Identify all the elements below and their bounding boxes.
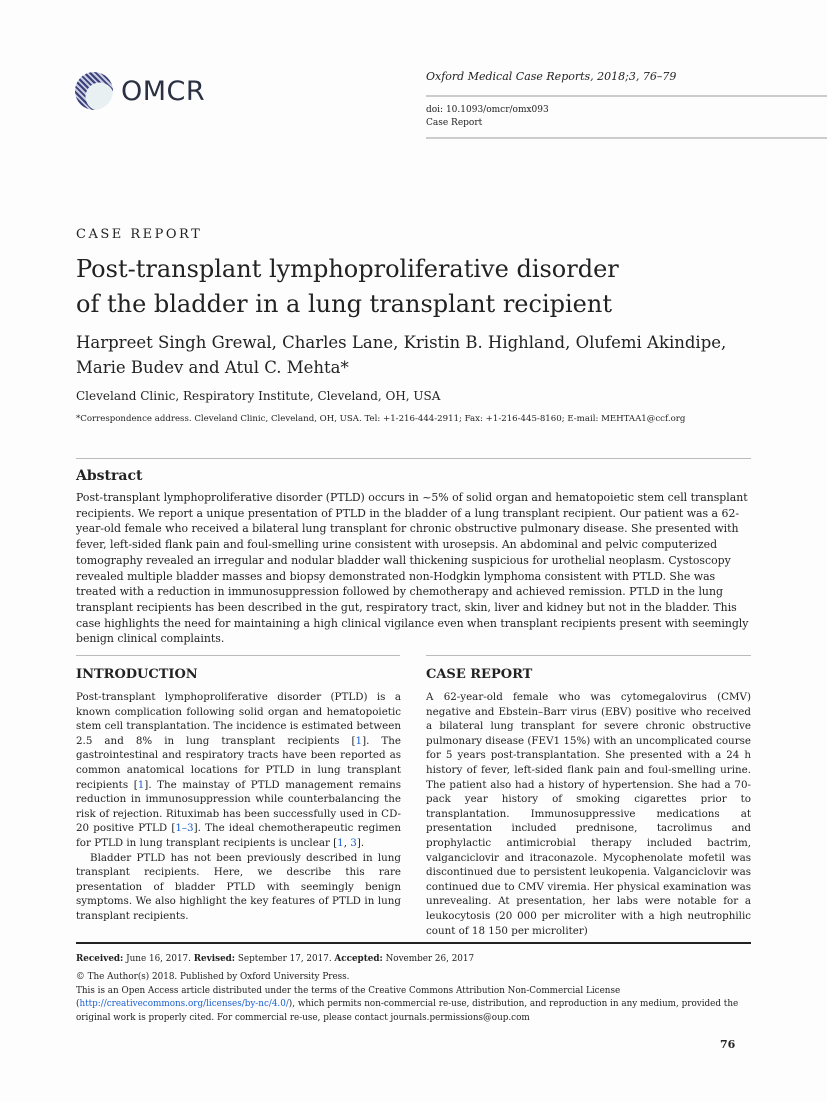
citation-link[interactable]: 1 <box>337 836 344 849</box>
page-number: 76 <box>720 1038 736 1051</box>
citation-link[interactable]: 1 <box>137 778 145 791</box>
affiliation: Cleveland Clinic, Respiratory Institute, Cleveland, OH, USA <box>76 389 441 403</box>
abstract-heading: Abstract <box>76 468 143 484</box>
divider <box>76 458 751 459</box>
introduction-heading: INTRODUCTION <box>76 667 198 682</box>
paragraph: A 62-year-old female who was cytomegalovirus (CMV) negative and Ebstein–Barr virus (EBV) positive who received a bilateral lung transplant for severe chronic obstructive pulmonary disease (FEV1 15%) with an uncomplicated course for 5 years post-transplantation. She presented with a 24 h history of fever, left-sided flank pain and foul-smelling urine. The patient also had a history of hypertension. She had a 70-pack year history of smoking cigarettes prior to transplantation. Immunosuppressive medications at presentation included prednisone, tacrolimus and prophylactic antimicrobial therapy included bactrim, valganciclovir and itraconazole. Mycophenolate mofetil was discontinued due to persistent leukopenia. Valganciclovir was continued due to CMV viremia. Her physical examination was unrevealing. At presentation, her labs were notable for a leukocytosis (20 000 per microliter with a high neutrophilic count of 18 150 per microliter) <box>426 691 751 937</box>
divider <box>76 655 400 656</box>
divider <box>426 95 827 97</box>
journal-logo <box>75 72 205 110</box>
case-report-heading: CASE REPORT <box>426 667 533 682</box>
citation-link[interactable]: 1–3 <box>175 822 194 835</box>
article-type: Case Report <box>426 118 483 128</box>
article-dates: Received: June 16, 2017. Revised: September 17, 2017. Accepted: November 26, 2017 <box>76 954 475 964</box>
footer-divider <box>76 942 751 944</box>
paragraph: Post-transplant lymphoproliferative disorder (PTLD) is a known complication following solid organ and hematopoietic stem cell transplantation. The incidence is estimated between 2.5 and 8% in lung transplant recipients [1]. The gastrointestinal and respiratory tracts have been reported as common anatomical locations for PTLD in lung transplant recipients [1]. The mainstay of PTLD management remains reduction in immunosuppression while counterbalancing the risk of rejection. Rituximab has been successfully used in CD-20 positive PTLD [1–3]. The ideal chemotherapeutic regimen for PTLD in lung transplant recipients is unclear [1, 3]. <box>76 691 402 849</box>
title-line: of the bladder in a lung transplant recipient <box>76 290 612 318</box>
paragraph: Bladder PTLD has not been previously described in lung transplant recipients. Here, we describe this rare presentation of bladder PTLD with seemingly benign symptoms. We also highlight the key features of PTLD in lung transplant recipients. <box>76 851 401 922</box>
article-title <box>76 252 756 322</box>
citation-link[interactable]: 3 <box>350 836 357 849</box>
journal-citation: Oxford Medical Case Reports, 2018;3, 76–79 <box>426 70 677 83</box>
copyright-notice <box>76 971 756 1025</box>
citation-link[interactable]: 1 <box>355 734 363 747</box>
divider <box>426 137 827 139</box>
correspondence: *Correspondence address. Cleveland Clinic, Cleveland, OH, USA. Tel: +1-216-444-2911; Fax: +1-216-445-8160; E-mail: MEHTAA1@ccf.org <box>76 414 686 424</box>
license: This is an Open Access article distributed under the terms of the Creative Commons Attribution Non-Commercial License (http://creativecommons.org/licenses/by-nc/4.0/), which permits non-commercial re-use, distribution, and reproduction in any medium, provided the original work is properly cited. For commercial re-use, please contact journals.permissions@oup.com <box>76 985 739 1023</box>
case-report-body <box>426 690 751 938</box>
article-kicker: CASE REPORT <box>76 227 203 242</box>
introduction-body <box>76 690 401 924</box>
doi-block <box>426 104 549 130</box>
abstract-text: Post-transplant lymphoproliferative disorder (PTLD) occurs in ~5% of solid organ and hematopoietic stem cell transplant recipients. We report a unique presentation of PTLD in the bladder of a lung transplant recipient. Our patient was a 62-year-old female who received a bilateral lung transplant for chronic obstructive pulmonary disease. She presented with fever, left-sided flank pain and foul-smelling urine consistent with urosepsis. An abdominal and pelvic computerized tomography revealed an irregular and nodular bladder wall thickening suspicious for urothelial neoplasm. Cystoscopy revealed multiple bladder masses and biopsy demonstrated non-Hodgkin lymphoma consistent with PTLD. She was treated with a reduction in immunosuppression followed by chemotherapy and achieved remission. PTLD in the lung transplant recipients has been described in the gut, respiratory tract, skin, liver and kidney but not in the bladder. This case highlights the need for maintaining a high clinical vigilance even when transplant recipients present with seemingly benign clinical complaints. <box>76 491 749 646</box>
logo-text: OMCR <box>121 75 206 107</box>
divider <box>426 655 751 656</box>
title-line: Post-transplant lymphoproliferative disorder <box>76 255 619 283</box>
globe-logo-icon <box>75 72 113 110</box>
doi: doi: 10.1093/omcr/omx093 <box>426 105 549 115</box>
license-link[interactable]: http://creativecommons.org/licenses/by-nc/4.0/ <box>79 999 289 1009</box>
copyright: © The Author(s) 2018. Published by Oxford University Press. <box>76 972 350 982</box>
authors: Harpreet Singh Grewal, Charles Lane, Kristin B. Highland, Olufemi Akindipe, Marie Budev and Atul C. Mehta* <box>76 333 727 377</box>
